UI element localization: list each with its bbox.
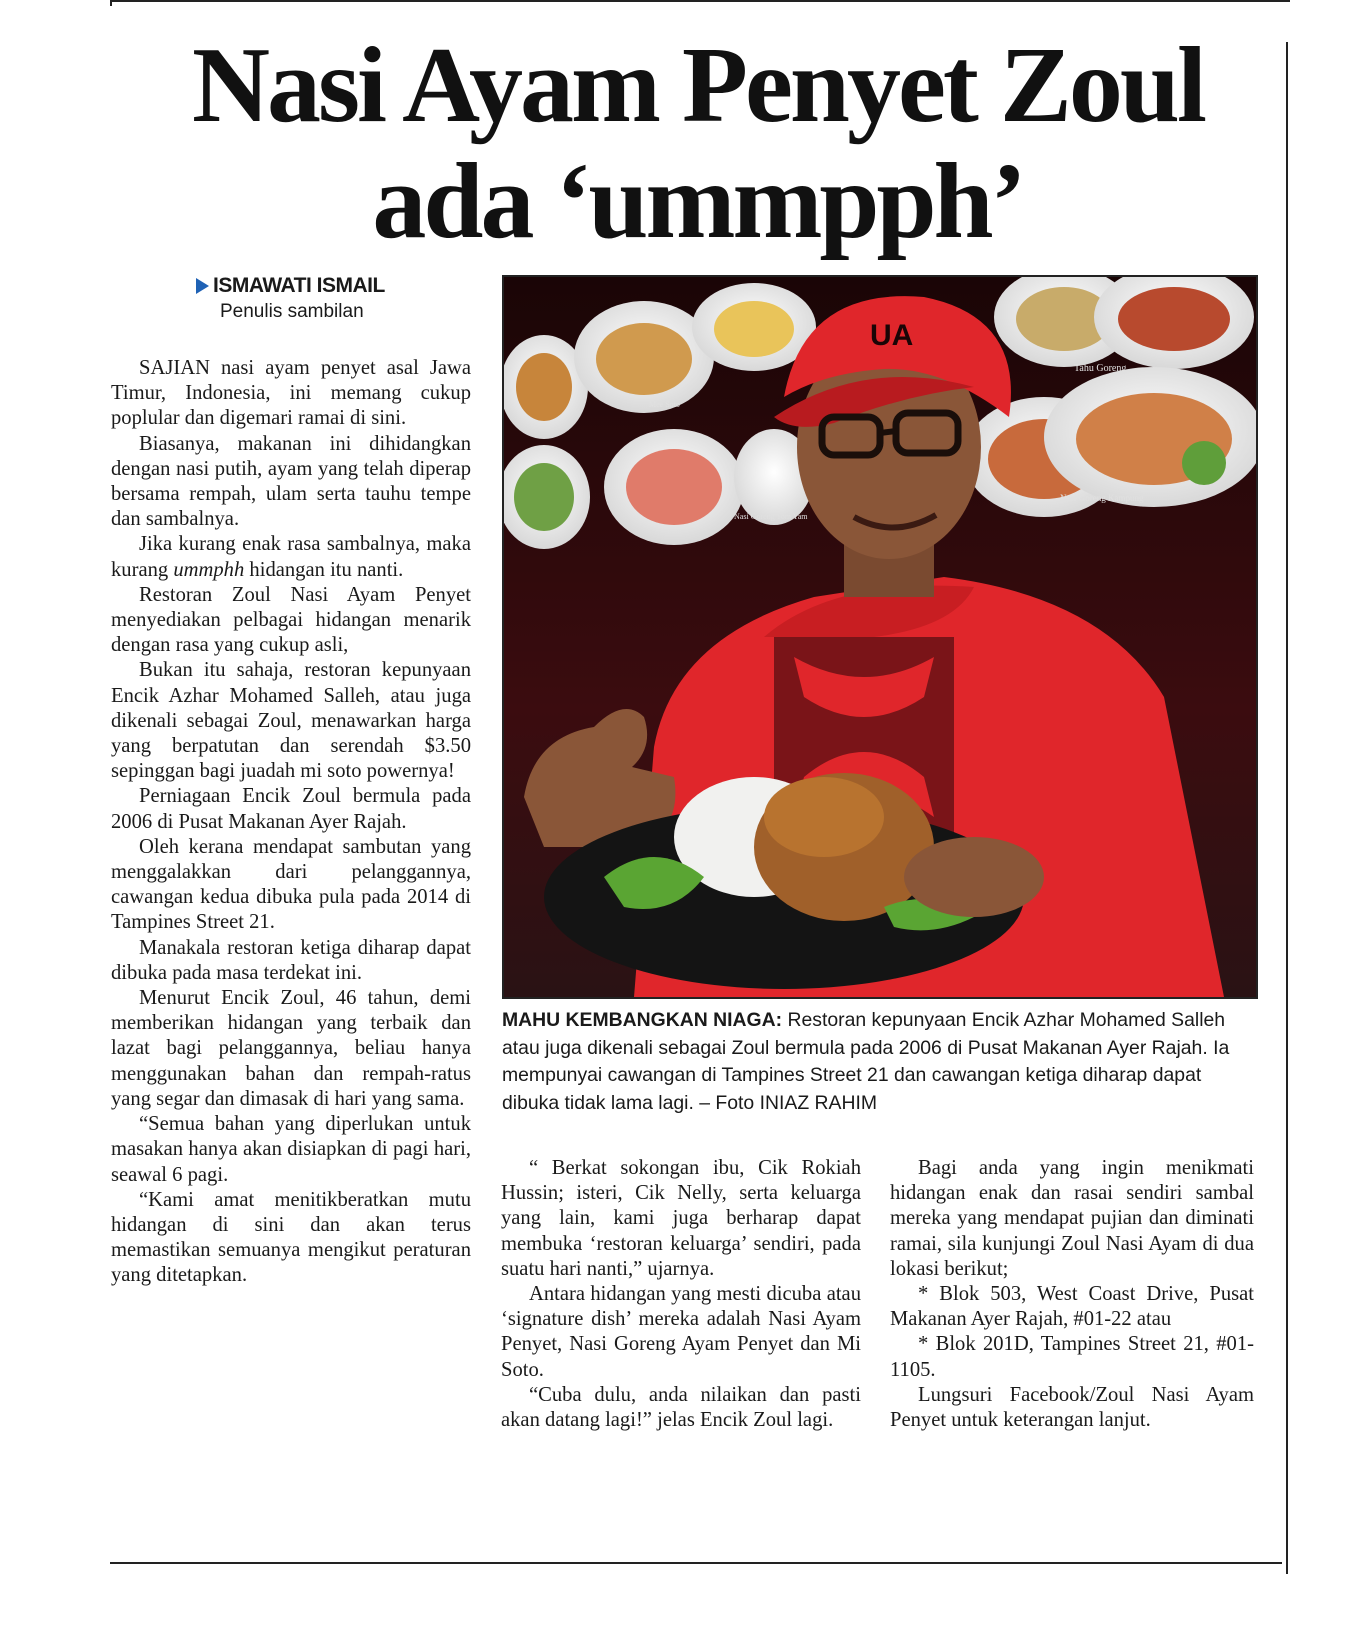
byline-arrow-icon bbox=[196, 278, 209, 294]
headline-line-2: ada ‘ummpph’ bbox=[372, 142, 1024, 261]
top-rule bbox=[110, 0, 1290, 2]
menu-label-4: Mee Soto bbox=[649, 400, 680, 409]
bottom-rule bbox=[110, 1562, 1282, 1564]
caption-lead: MAHU KEMBANGKAN NIAGA: bbox=[502, 1009, 783, 1031]
paragraph: “Semua bahan yang diperlukan untuk masakan hanya akan disiapkan di pagi hari, seawal 6 pagi. bbox=[111, 1113, 471, 1186]
photo-chef-with-dish bbox=[502, 275, 1258, 999]
headline bbox=[110, 28, 1286, 260]
photo-caption bbox=[502, 1007, 1258, 1117]
article-column-1 bbox=[111, 356, 471, 1289]
caption-text: Restoran kepunyaan Encik Azhar Mohamed Salleh atau juga dikenali sebagai Zoul bermula pada 2006 di Pusat Makanan Ayer Rajah. Ia mempunyai cawangan di Tampines Street 21 dan cawangan ketiga diharap dapat dibuka tidak lama lagi. – Foto INIAZ RAHIM bbox=[502, 1009, 1230, 1114]
paragraph: Bukan itu sahaja, restoran kepunyaan Encik Azhar Mohamed Salleh, atau juga dikenali sebagai Zoul, menawarkan harga yang berpatutan dan serendah $3.50 sepinggan bagi juadah mi soto powernya! bbox=[111, 659, 471, 783]
paragraph: Oleh kerana mendapat sambutan yang menggalakkan dari pelanggannya, cawangan kedua dibuka pula pada 2014 di Tampines Street 21. bbox=[111, 835, 471, 934]
paragraph: Bagi anda yang ingin menikmati hidangan enak dan rasai sendiri sambal mereka yang mendapat pujian dan diminati ramai, sila kunjungi Zoul Nasi Ayam di dua lokasi berikut; bbox=[890, 1157, 1254, 1280]
menu-label-2: Nasi Goreng Kampung bbox=[1060, 493, 1144, 503]
paragraph: Restoran Zoul Nasi Ayam Penyet menyediakan pelbagai hidangan menarik dengan rasa yang cukup asli, bbox=[111, 583, 471, 657]
article-column-3 bbox=[890, 1156, 1254, 1433]
paragraph: Lungsuri Facebook/Zoul Nasi Ayam Penyet untuk keterangan lanjut. bbox=[890, 1383, 1254, 1432]
paragraph: Manakala restoran ketiga diharap dapat dibuka pada masa terdekat ini. bbox=[111, 936, 471, 984]
paragraph-sambal: Jika kurang enak rasa sambalnya, maka kurang ummphh hidangan itu nanti. bbox=[111, 533, 471, 581]
byline-role: Penulis sambilan bbox=[220, 301, 364, 322]
paragraph: Menurut Encik Zoul, 46 tahun, demi memberikan hidangan yang terbaik dan lazat bagi pelanggannya, beliau hanya menggunakan bahan dan rempah-ratus yang segar dan dimasak di hari yang sama. bbox=[111, 987, 471, 1110]
top-left-tick bbox=[110, 0, 112, 6]
paragraph: * Blok 503, West Coast Drive, Pusat Makanan Ayer Rajah, #01-22 atau bbox=[890, 1283, 1254, 1331]
photo-illustration bbox=[504, 277, 1256, 997]
paragraph: “Kami amat menitikberatkan mutu hidangan di sini dan akan terus memastikan semuanya mengikut peraturan yang ditetapkan. bbox=[111, 1188, 471, 1287]
article-column-2 bbox=[501, 1156, 861, 1433]
paragraph: * Blok 201D, Tampines Street 21, #01-1105. bbox=[890, 1333, 1254, 1381]
right-rule bbox=[1286, 42, 1288, 1574]
paragraph: Antara hidangan yang mesti dicuba atau ‘signature dish’ mereka adalah Nasi Ayam Penyet, Nasi Goreng Ayam Penyet dan Mi Soto. bbox=[501, 1283, 861, 1381]
menu-label-1: Tahu Goreng bbox=[1074, 363, 1127, 374]
headline-line-1: Nasi Ayam Penyet Zoul bbox=[192, 26, 1204, 145]
menu-label-3: Nasi Goreng Tom Yam bbox=[734, 512, 808, 521]
byline-name: ISMAWATI ISMAIL bbox=[213, 274, 385, 297]
paragraph: Biasanya, makanan ini dihidangkan dengan nasi putih, ayam yang telah diperap bersama rempah, ulam serta tauhu tempe dan sambalnya. bbox=[111, 432, 471, 531]
cap-logo: UA bbox=[870, 319, 914, 352]
paragraph: Perniagaan Encik Zoul bermula pada 2006 di Pusat Makanan Ayer Rajah. bbox=[111, 785, 471, 833]
byline bbox=[196, 274, 385, 323]
paragraph: “ Berkat sokongan ibu, Cik Rokiah Hussin; isteri, Cik Nelly, serta keluarga yang lain, kami juga berharap dapat membuka ‘restoran keluarga’ sendiri, pada suatu hari nanti,” ujarnya. bbox=[501, 1157, 861, 1280]
paragraph: SAJIAN nasi ayam penyet asal Jawa Timur, Indonesia, ini memang cukup poplular dan digemari ramai di sini. bbox=[111, 357, 471, 430]
paragraph: “Cuba dulu, anda nilaikan dan pasti akan datang lagi!” jelas Encik Zoul lagi. bbox=[501, 1383, 861, 1432]
